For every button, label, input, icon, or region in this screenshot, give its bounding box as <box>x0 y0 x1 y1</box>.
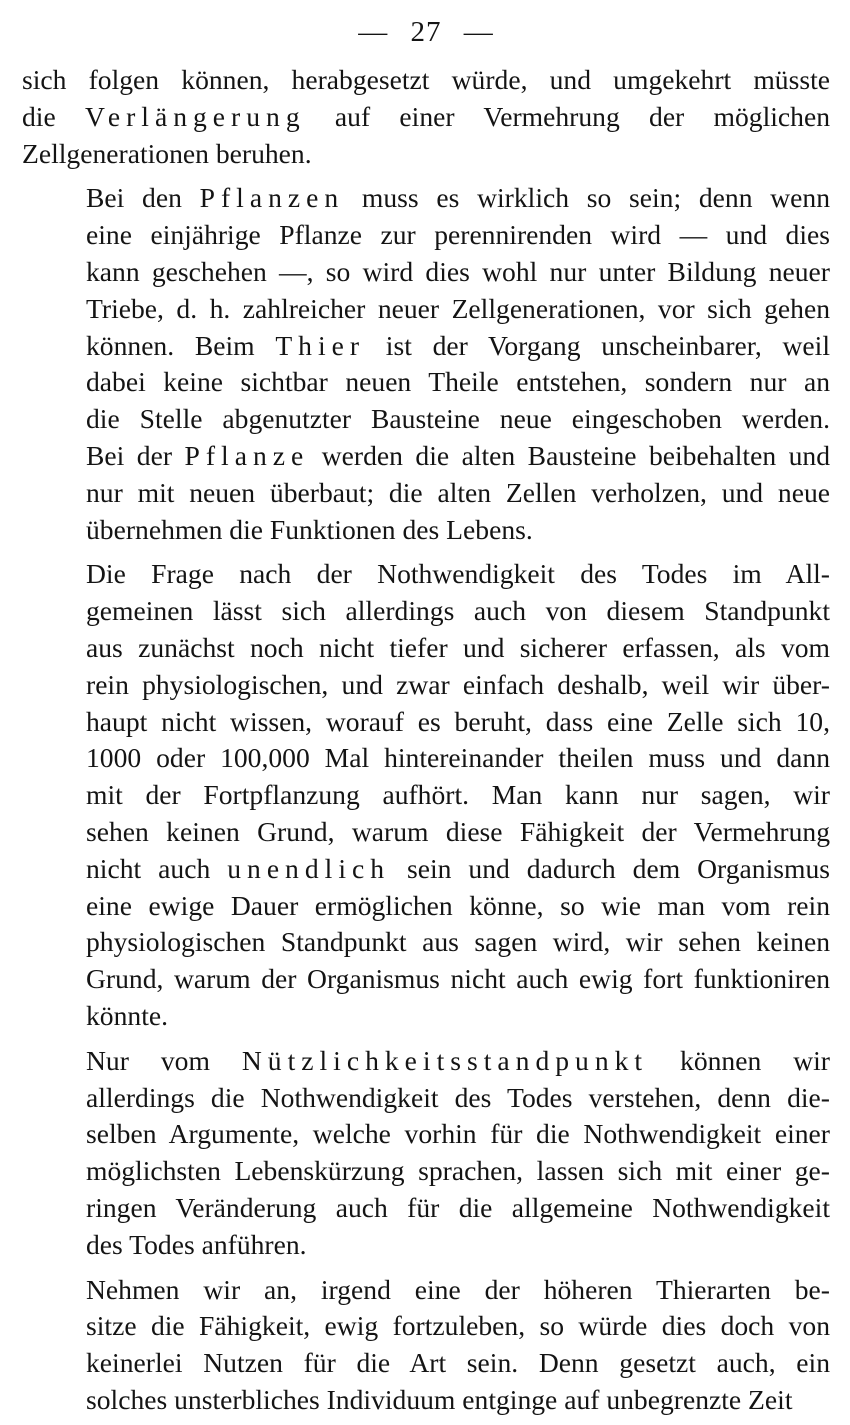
text-line <box>22 438 830 475</box>
spaced-emphasis: unendlich <box>227 852 391 884</box>
text-run: nur mit neuen überbaut; die alten Zellen verholzen, und neue <box>86 476 830 508</box>
header-dash-right: — <box>463 16 494 48</box>
text-run: die <box>22 100 85 132</box>
paragraph <box>22 62 830 172</box>
text-line <box>22 136 830 173</box>
text-line <box>22 998 830 1035</box>
text-run: sein und dadurch dem Organismus <box>390 852 830 884</box>
spaced-emphasis: Nützlichkeitsstandpunkt <box>241 1044 649 1076</box>
paragraph <box>22 1043 830 1264</box>
text-run: des Todes anführen. <box>86 1228 307 1260</box>
text-line <box>22 1227 830 1264</box>
text-run: sehen keinen Grund, warum diese Fähigkeit der Vermehrung <box>86 815 830 847</box>
text-run: eine ewige Dauer ermöglichen könne, so wie man vom rein <box>86 889 830 921</box>
text-run: ringen Veränderung auch für die allgemeine Nothwendigkeit <box>86 1191 830 1223</box>
text-line <box>22 630 830 667</box>
text-line <box>22 924 830 961</box>
text-line <box>22 1043 830 1080</box>
text-run: könnte. <box>86 999 168 1031</box>
text-run: allerdings die Nothwendigkeit des Todes verstehen, denn die- <box>86 1081 830 1113</box>
paragraph <box>22 180 830 548</box>
text-line <box>22 704 830 741</box>
text-line <box>22 1308 830 1345</box>
page-header <box>22 14 830 62</box>
header-dash-left: — <box>358 16 389 48</box>
book-page <box>22 14 830 1419</box>
text-run: 1000 oder 100,000 Mal hintereinander theilen muss und dann <box>86 742 830 774</box>
text-line <box>22 512 830 549</box>
text-line <box>22 777 830 814</box>
text-run: nicht auch <box>86 852 228 884</box>
text-line <box>22 1153 830 1190</box>
spaced-emphasis: Pflanzen <box>199 182 345 214</box>
text-line <box>22 1116 830 1153</box>
text-run: kann geschehen —, so wird dies wohl nur unter Bildung neuer <box>86 255 830 287</box>
body-text <box>22 62 830 1419</box>
text-line <box>22 291 830 328</box>
spaced-emphasis: Thier <box>275 329 366 361</box>
text-run: rein physiologischen, und zwar einfach deshalb, weil wir über- <box>86 668 830 700</box>
text-run: übernehmen die Funktionen des Lebens. <box>86 513 533 545</box>
text-run: sich folgen können, herabgesetzt würde, und umgekehrt müsste <box>22 64 830 95</box>
text-run: sitze die Fähigkeit, ewig fortzuleben, so würde dies doch von <box>86 1310 830 1342</box>
text-run: aus zunächst noch nicht tiefer und sicherer erfassen, als vom <box>86 631 830 663</box>
text-line <box>22 814 830 851</box>
text-line <box>22 1080 830 1117</box>
text-line <box>22 364 830 401</box>
text-line <box>22 1272 830 1309</box>
text-run: werden die alten Bausteine beibehalten und <box>309 439 830 471</box>
text-line <box>22 556 830 593</box>
text-run: können wir <box>648 1044 830 1076</box>
text-run: selben Argumente, welche vorhin für die Nothwendigkeit einer <box>86 1118 830 1150</box>
text-run: eine einjährige Pflanze zur perennirenden wird — und dies <box>86 219 830 251</box>
text-line <box>22 254 830 291</box>
spaced-emphasis: Verlängerung <box>85 100 306 132</box>
text-line <box>22 1345 830 1382</box>
text-line <box>22 62 830 99</box>
page-number: 27 <box>410 16 442 48</box>
text-run: mit der Fortpflanzung aufhört. Man kann nur sagen, wir <box>86 779 830 811</box>
text-line <box>22 961 830 998</box>
text-run: Die Frage nach der Nothwendigkeit des Todes im All- <box>86 558 830 590</box>
text-run: Grund, warum der Organismus nicht auch ewig fort funktioniren <box>86 963 830 995</box>
text-run: die Stelle abgenutzter Bausteine neue eingeschoben werden. <box>86 403 830 435</box>
text-line <box>22 99 830 136</box>
text-line <box>22 1190 830 1227</box>
text-run: Nur vom <box>86 1044 242 1076</box>
text-line <box>22 1382 830 1419</box>
text-run: Zellgenerationen beruhen. <box>22 137 312 169</box>
text-line <box>22 328 830 365</box>
text-line <box>22 740 830 777</box>
text-run: keinerlei Nutzen für die Art sein. Denn gesetzt auch, ein <box>86 1347 830 1379</box>
text-run: physiologischen Standpunkt aus sagen wird, wir sehen keinen <box>86 926 830 958</box>
text-run: muss es wirklich so sein; denn wenn <box>344 182 830 214</box>
text-run: können. Beim <box>86 329 276 361</box>
text-line <box>22 593 830 630</box>
spaced-emphasis: Pflanze <box>184 439 310 471</box>
text-line <box>22 851 830 888</box>
text-line <box>22 667 830 704</box>
text-run: dabei keine sichtbar neuen Theile entstehen, sondern nur an <box>86 366 830 398</box>
text-run: haupt nicht wissen, worauf es beruht, dass eine Zelle sich 10, <box>86 705 830 737</box>
text-run: Bei der <box>86 439 185 471</box>
text-run: Nehmen wir an, irgend eine der höheren Thierarten be- <box>86 1273 830 1305</box>
paragraph <box>22 1272 830 1419</box>
text-run: gemeinen lässt sich allerdings auch von diesem Standpunkt <box>86 595 830 627</box>
text-run: Bei den <box>86 182 200 214</box>
text-line <box>22 217 830 254</box>
text-run: ist der Vorgang unscheinbarer, weil <box>365 329 830 361</box>
text-line <box>22 180 830 217</box>
text-run: auf einer Vermehrung der möglichen <box>305 100 830 132</box>
text-run: solches unsterbliches Individuum entginge auf unbegrenzte Zeit <box>86 1383 793 1415</box>
text-line <box>22 888 830 925</box>
text-line <box>22 475 830 512</box>
text-line <box>22 401 830 438</box>
text-run: Triebe, d. h. zahlreicher neuer Zellgenerationen, vor sich gehen <box>86 292 830 324</box>
paragraph <box>22 556 830 1034</box>
text-run: möglichsten Lebenskürzung sprachen, lassen sich mit einer ge- <box>86 1155 830 1187</box>
